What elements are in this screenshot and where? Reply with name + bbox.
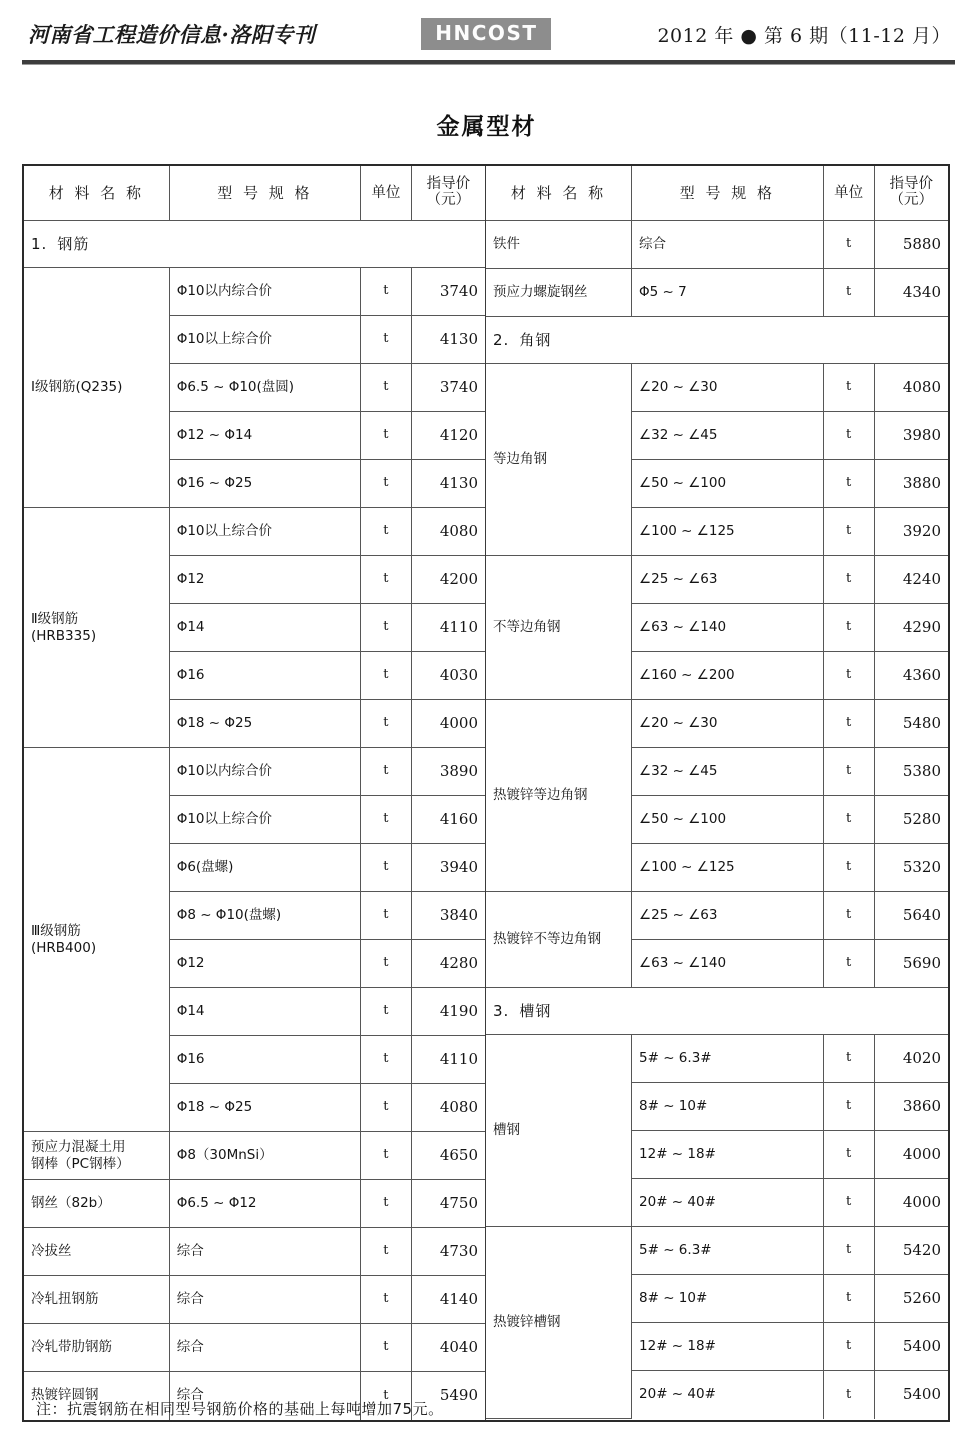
- material-name-line1: 冷拔丝: [31, 1243, 72, 1260]
- page-title: 金属型材: [436, 114, 537, 140]
- specification-cell: Φ16: [169, 652, 360, 700]
- guide-price-cell: 4360: [874, 652, 948, 700]
- table-row: [24, 1324, 485, 1372]
- specification-cell: Φ18 ~ Φ25: [169, 700, 360, 748]
- unit-cell: t: [823, 508, 874, 556]
- specification-cell: 20# ~ 40#: [632, 1179, 824, 1227]
- material-name-line1: 热镀锌圆钢: [31, 1387, 99, 1404]
- guide-price-cell: 3920: [874, 508, 948, 556]
- guide-price-cell: 5880: [874, 221, 948, 269]
- unit-cell: t: [361, 796, 412, 844]
- material-name-line1: Ⅱ级钢筋: [31, 610, 79, 627]
- material-name-cell: [24, 508, 169, 748]
- table-row: [486, 269, 948, 317]
- guide-price-line2: （元）: [889, 192, 934, 208]
- col-header-material-name: 材 料 名 称: [486, 166, 632, 221]
- specification-cell: Φ12: [169, 940, 360, 988]
- unit-cell: t: [361, 508, 412, 556]
- table-row: [486, 892, 948, 940]
- masthead-inner: [28, 14, 951, 54]
- specification-cell: ∠32 ~ ∠45: [632, 412, 824, 460]
- specification-cell: ∠160 ~ ∠200: [632, 652, 824, 700]
- table-row: [24, 1276, 485, 1324]
- guide-price-line1: 指导价: [889, 176, 934, 193]
- unit-cell: t: [361, 412, 412, 460]
- price-table-left: [24, 166, 485, 1420]
- guide-price-cell: 4190: [411, 988, 485, 1036]
- material-name-cell: [24, 748, 169, 1132]
- col-header-specification: 型 号 规 格: [169, 166, 360, 221]
- unit-cell: t: [361, 700, 412, 748]
- table-row: [486, 1035, 948, 1083]
- material-name-line1: 等边角钢: [493, 451, 547, 468]
- guide-price-cell: 4000: [411, 700, 485, 748]
- specification-cell: Φ14: [169, 604, 360, 652]
- specification-cell: Φ10以内综合价: [169, 748, 360, 796]
- table-row: [24, 1132, 485, 1180]
- table-row: [486, 221, 948, 269]
- unit-cell: t: [361, 748, 412, 796]
- guide-price-cell: 5420: [874, 1227, 948, 1275]
- unit-cell: t: [361, 1228, 412, 1276]
- guide-price-cell: 4110: [411, 1036, 485, 1084]
- material-name-line2: 钢棒（PC钢棒）: [31, 1155, 130, 1172]
- specification-cell: 8# ~ 10#: [632, 1275, 824, 1323]
- specification-cell: Φ6.5 ~ Φ12: [169, 1180, 360, 1228]
- unit-cell: t: [823, 700, 874, 748]
- material-name-cell: [486, 700, 632, 892]
- material-name-line1: 铁件: [493, 236, 520, 253]
- section-header-cell: [24, 221, 485, 268]
- specification-cell: ∠25 ~ ∠63: [632, 556, 824, 604]
- guide-price-cell: 4000: [874, 1179, 948, 1227]
- material-name-cell: [486, 364, 632, 556]
- table-row: [486, 556, 948, 604]
- table-half-right: [486, 166, 948, 1420]
- specification-cell: 综合: [632, 221, 824, 269]
- material-name-cell: [24, 1132, 169, 1180]
- specification-cell: 综合: [169, 1228, 360, 1276]
- specification-cell: ∠25 ~ ∠63: [632, 892, 824, 940]
- guide-price-cell: 3880: [874, 460, 948, 508]
- unit-cell: t: [823, 1323, 874, 1371]
- unit-cell: t: [361, 556, 412, 604]
- material-name-cell: [486, 1227, 632, 1419]
- guide-price-cell: 5260: [874, 1275, 948, 1323]
- unit-cell: t: [361, 1084, 412, 1132]
- guide-price-cell: 4020: [874, 1035, 948, 1083]
- material-name-line1: 热镀锌等边角钢: [493, 787, 588, 804]
- specification-cell: Φ10以上综合价: [169, 316, 360, 364]
- guide-price-cell: 5320: [874, 844, 948, 892]
- section-header-cell: [486, 988, 948, 1035]
- unit-cell: t: [361, 268, 412, 316]
- material-name-cell: [24, 1276, 169, 1324]
- unit-cell: t: [823, 1083, 874, 1131]
- guide-price-cell: 4340: [874, 269, 948, 317]
- material-name-line2: (HRB335): [31, 627, 97, 644]
- specification-cell: 综合: [169, 1372, 360, 1420]
- section-label: 槽钢: [519, 1001, 552, 1020]
- specification-cell: 12# ~ 18#: [632, 1131, 824, 1179]
- header-row: [24, 166, 485, 221]
- guide-price-cell: 5400: [874, 1323, 948, 1371]
- guide-price-cell: 3890: [411, 748, 485, 796]
- table-row: [24, 748, 485, 796]
- guide-price-cell: 4040: [411, 1324, 485, 1372]
- guide-price-line2: （元）: [426, 192, 471, 208]
- material-name-cell: [24, 1180, 169, 1228]
- unit-cell: t: [361, 844, 412, 892]
- guide-price-cell: 4080: [411, 1084, 485, 1132]
- table-body-right: [486, 221, 948, 1419]
- section-number: 3.: [493, 1001, 510, 1020]
- specification-cell: 8# ~ 10#: [632, 1083, 824, 1131]
- table-head-right: [486, 166, 948, 221]
- guide-price-cell: 3740: [411, 364, 485, 412]
- unit-cell: t: [361, 1276, 412, 1324]
- col-header-material-name: 材 料 名 称: [24, 166, 169, 221]
- section-header-row: [486, 988, 948, 1035]
- material-name-cell: [486, 1035, 632, 1227]
- publication-title: 河南省工程造价信息·洛阳专刊: [28, 22, 316, 47]
- section-header-row: [24, 221, 485, 268]
- guide-price-cell: 4280: [411, 940, 485, 988]
- unit-cell: t: [361, 364, 412, 412]
- specification-cell: ∠100 ~ ∠125: [632, 844, 824, 892]
- unit-cell: t: [361, 460, 412, 508]
- material-name-cell: [486, 221, 632, 269]
- guide-price-cell: 4080: [874, 364, 948, 412]
- unit-cell: t: [823, 940, 874, 988]
- unit-cell: t: [823, 269, 874, 317]
- guide-price-cell: 4000: [874, 1131, 948, 1179]
- guide-price-cell: 4750: [411, 1180, 485, 1228]
- specification-cell: ∠20 ~ ∠30: [632, 700, 824, 748]
- section-number: 2.: [493, 330, 510, 349]
- unit-cell: t: [823, 364, 874, 412]
- material-name-line1: 热镀锌不等边角钢: [493, 931, 601, 948]
- material-name-line1: 钢丝（82b）: [31, 1195, 111, 1212]
- unit-cell: t: [361, 604, 412, 652]
- unit-cell: t: [823, 1035, 874, 1083]
- guide-price-cell: 5380: [874, 748, 948, 796]
- specification-cell: Φ16 ~ Φ25: [169, 460, 360, 508]
- material-name-line1: 预应力混凝土用: [31, 1138, 126, 1155]
- guide-price-cell: 4130: [411, 316, 485, 364]
- unit-cell: t: [361, 940, 412, 988]
- specification-cell: Φ5 ~ 7: [632, 269, 824, 317]
- specification-cell: 综合: [169, 1276, 360, 1324]
- specification-cell: Φ14: [169, 988, 360, 1036]
- unit-cell: t: [823, 844, 874, 892]
- table-half-left: [24, 166, 486, 1420]
- guide-price-cell: 4120: [411, 412, 485, 460]
- guide-price-cell: 3980: [874, 412, 948, 460]
- specification-cell: ∠63 ~ ∠140: [632, 940, 824, 988]
- material-name-cell: [24, 268, 169, 508]
- section-number: 1.: [31, 234, 48, 253]
- specification-cell: ∠32 ~ ∠45: [632, 748, 824, 796]
- specification-cell: Φ10以内综合价: [169, 268, 360, 316]
- unit-cell: t: [823, 1227, 874, 1275]
- specification-cell: 20# ~ 40#: [632, 1371, 824, 1419]
- material-name-cell: [486, 892, 632, 988]
- table-body-left: [24, 221, 485, 1420]
- guide-price-cell: 4200: [411, 556, 485, 604]
- material-name-cell: [486, 556, 632, 700]
- section-header-row: [486, 317, 948, 364]
- specification-cell: Φ16: [169, 1036, 360, 1084]
- unit-cell: t: [361, 1036, 412, 1084]
- unit-cell: t: [361, 1324, 412, 1372]
- material-name-cell: [24, 1324, 169, 1372]
- guide-price-cell: 4110: [411, 604, 485, 652]
- specification-cell: Φ18 ~ Φ25: [169, 1084, 360, 1132]
- table-row: [486, 700, 948, 748]
- unit-cell: t: [823, 556, 874, 604]
- unit-cell: t: [361, 892, 412, 940]
- section-header-cell: [486, 317, 948, 364]
- unit-cell: t: [823, 892, 874, 940]
- unit-cell: t: [361, 1132, 412, 1180]
- guide-price-cell: 4130: [411, 460, 485, 508]
- material-name-line1: 冷轧扭钢筋: [31, 1291, 99, 1308]
- unit-cell: t: [361, 988, 412, 1036]
- guide-price-line1: 指导价: [426, 176, 471, 193]
- unit-cell: t: [823, 604, 874, 652]
- unit-cell: t: [823, 460, 874, 508]
- specification-cell: ∠100 ~ ∠125: [632, 508, 824, 556]
- material-name-line1: Ⅲ级钢筋: [31, 922, 81, 939]
- unit-cell: t: [823, 221, 874, 269]
- guide-price-cell: 4650: [411, 1132, 485, 1180]
- specification-cell: Φ8（30MnSi）: [169, 1132, 360, 1180]
- specification-cell: Φ12 ~ Φ14: [169, 412, 360, 460]
- table-row: [486, 1227, 948, 1275]
- specification-cell: Φ10以上综合价: [169, 796, 360, 844]
- guide-price-cell: 3940: [411, 844, 485, 892]
- material-name-line1: 冷轧带肋钢筋: [31, 1339, 112, 1356]
- hncost-logo: HNCOST: [421, 18, 551, 50]
- table-row: [24, 1228, 485, 1276]
- col-header-unit: 单位: [361, 166, 412, 221]
- specification-cell: 12# ~ 18#: [632, 1323, 824, 1371]
- unit-cell: t: [361, 1180, 412, 1228]
- section-label: 角钢: [519, 330, 552, 349]
- issue-label: 2012 年 ● 第 6 期（11-12 月）: [657, 24, 951, 47]
- guide-price-cell: 5640: [874, 892, 948, 940]
- unit-cell: t: [823, 652, 874, 700]
- table-head-left: [24, 166, 485, 221]
- guide-price-cell: 4240: [874, 556, 948, 604]
- specification-cell: ∠63 ~ ∠140: [632, 604, 824, 652]
- col-header-guide-price: [874, 166, 948, 221]
- guide-price-cell: 4080: [411, 508, 485, 556]
- specification-cell: Φ6.5 ~ Φ10(盘圆): [169, 364, 360, 412]
- section-label: 钢筋: [57, 234, 90, 253]
- specification-cell: Φ10以上综合价: [169, 508, 360, 556]
- unit-cell: t: [361, 1372, 412, 1420]
- material-name-line1: 不等边角钢: [493, 619, 561, 636]
- unit-cell: t: [823, 1179, 874, 1227]
- specification-cell: ∠50 ~ ∠100: [632, 796, 824, 844]
- unit-cell: t: [823, 1131, 874, 1179]
- specification-cell: 5# ~ 6.3#: [632, 1227, 824, 1275]
- material-name-line1: 热镀锌槽钢: [493, 1314, 561, 1331]
- guide-price-cell: 4290: [874, 604, 948, 652]
- guide-price-cell: 3860: [874, 1083, 948, 1131]
- material-name-line1: 预应力螺旋钢丝: [493, 284, 588, 301]
- guide-price-cell: 4140: [411, 1276, 485, 1324]
- table-row: [486, 364, 948, 412]
- specification-cell: Φ12: [169, 556, 360, 604]
- unit-cell: t: [823, 1275, 874, 1323]
- specification-cell: ∠50 ~ ∠100: [632, 460, 824, 508]
- specification-cell: Φ8 ~ Φ10(盘螺): [169, 892, 360, 940]
- guide-price-cell: 4160: [411, 796, 485, 844]
- header-row: [486, 166, 948, 221]
- table-row: [24, 268, 485, 316]
- table-row: [24, 1180, 485, 1228]
- guide-price-cell: 5480: [874, 700, 948, 748]
- unit-cell: t: [823, 796, 874, 844]
- guide-price-cell: 5400: [874, 1371, 948, 1419]
- guide-price-cell: 5690: [874, 940, 948, 988]
- table-row: [24, 508, 485, 556]
- unit-cell: t: [823, 412, 874, 460]
- unit-cell: t: [823, 748, 874, 796]
- col-header-guide-price: [411, 166, 485, 221]
- masthead: [0, 0, 973, 66]
- unit-cell: t: [361, 652, 412, 700]
- metal-profile-price-table: [22, 164, 950, 1422]
- specification-cell: 综合: [169, 1324, 360, 1372]
- guide-price-cell: 5490: [411, 1372, 485, 1420]
- material-name-line1: Ⅰ级钢筋(Q235): [31, 379, 123, 396]
- material-name-line1: 槽钢: [493, 1122, 520, 1139]
- material-name-cell: [486, 269, 632, 317]
- guide-price-cell: 4730: [411, 1228, 485, 1276]
- guide-price-cell: 3840: [411, 892, 485, 940]
- unit-cell: t: [361, 316, 412, 364]
- price-table-right: [486, 166, 948, 1419]
- guide-price-cell: 3740: [411, 268, 485, 316]
- specification-cell: 5# ~ 6.3#: [632, 1035, 824, 1083]
- material-name-line2: (HRB400): [31, 939, 97, 956]
- unit-cell: t: [823, 1371, 874, 1419]
- specification-cell: Φ6(盘螺): [169, 844, 360, 892]
- table-footnote: 注：抗震钢筋在相同型号钢筋价格的基础上每吨增加75元。: [36, 1400, 444, 1418]
- col-header-unit: 单位: [823, 166, 874, 221]
- material-name-cell: [24, 1228, 169, 1276]
- col-header-specification: 型 号 规 格: [632, 166, 824, 221]
- specification-cell: ∠20 ~ ∠30: [632, 364, 824, 412]
- guide-price-cell: 5280: [874, 796, 948, 844]
- masthead-divider: [22, 60, 955, 65]
- guide-price-cell: 4030: [411, 652, 485, 700]
